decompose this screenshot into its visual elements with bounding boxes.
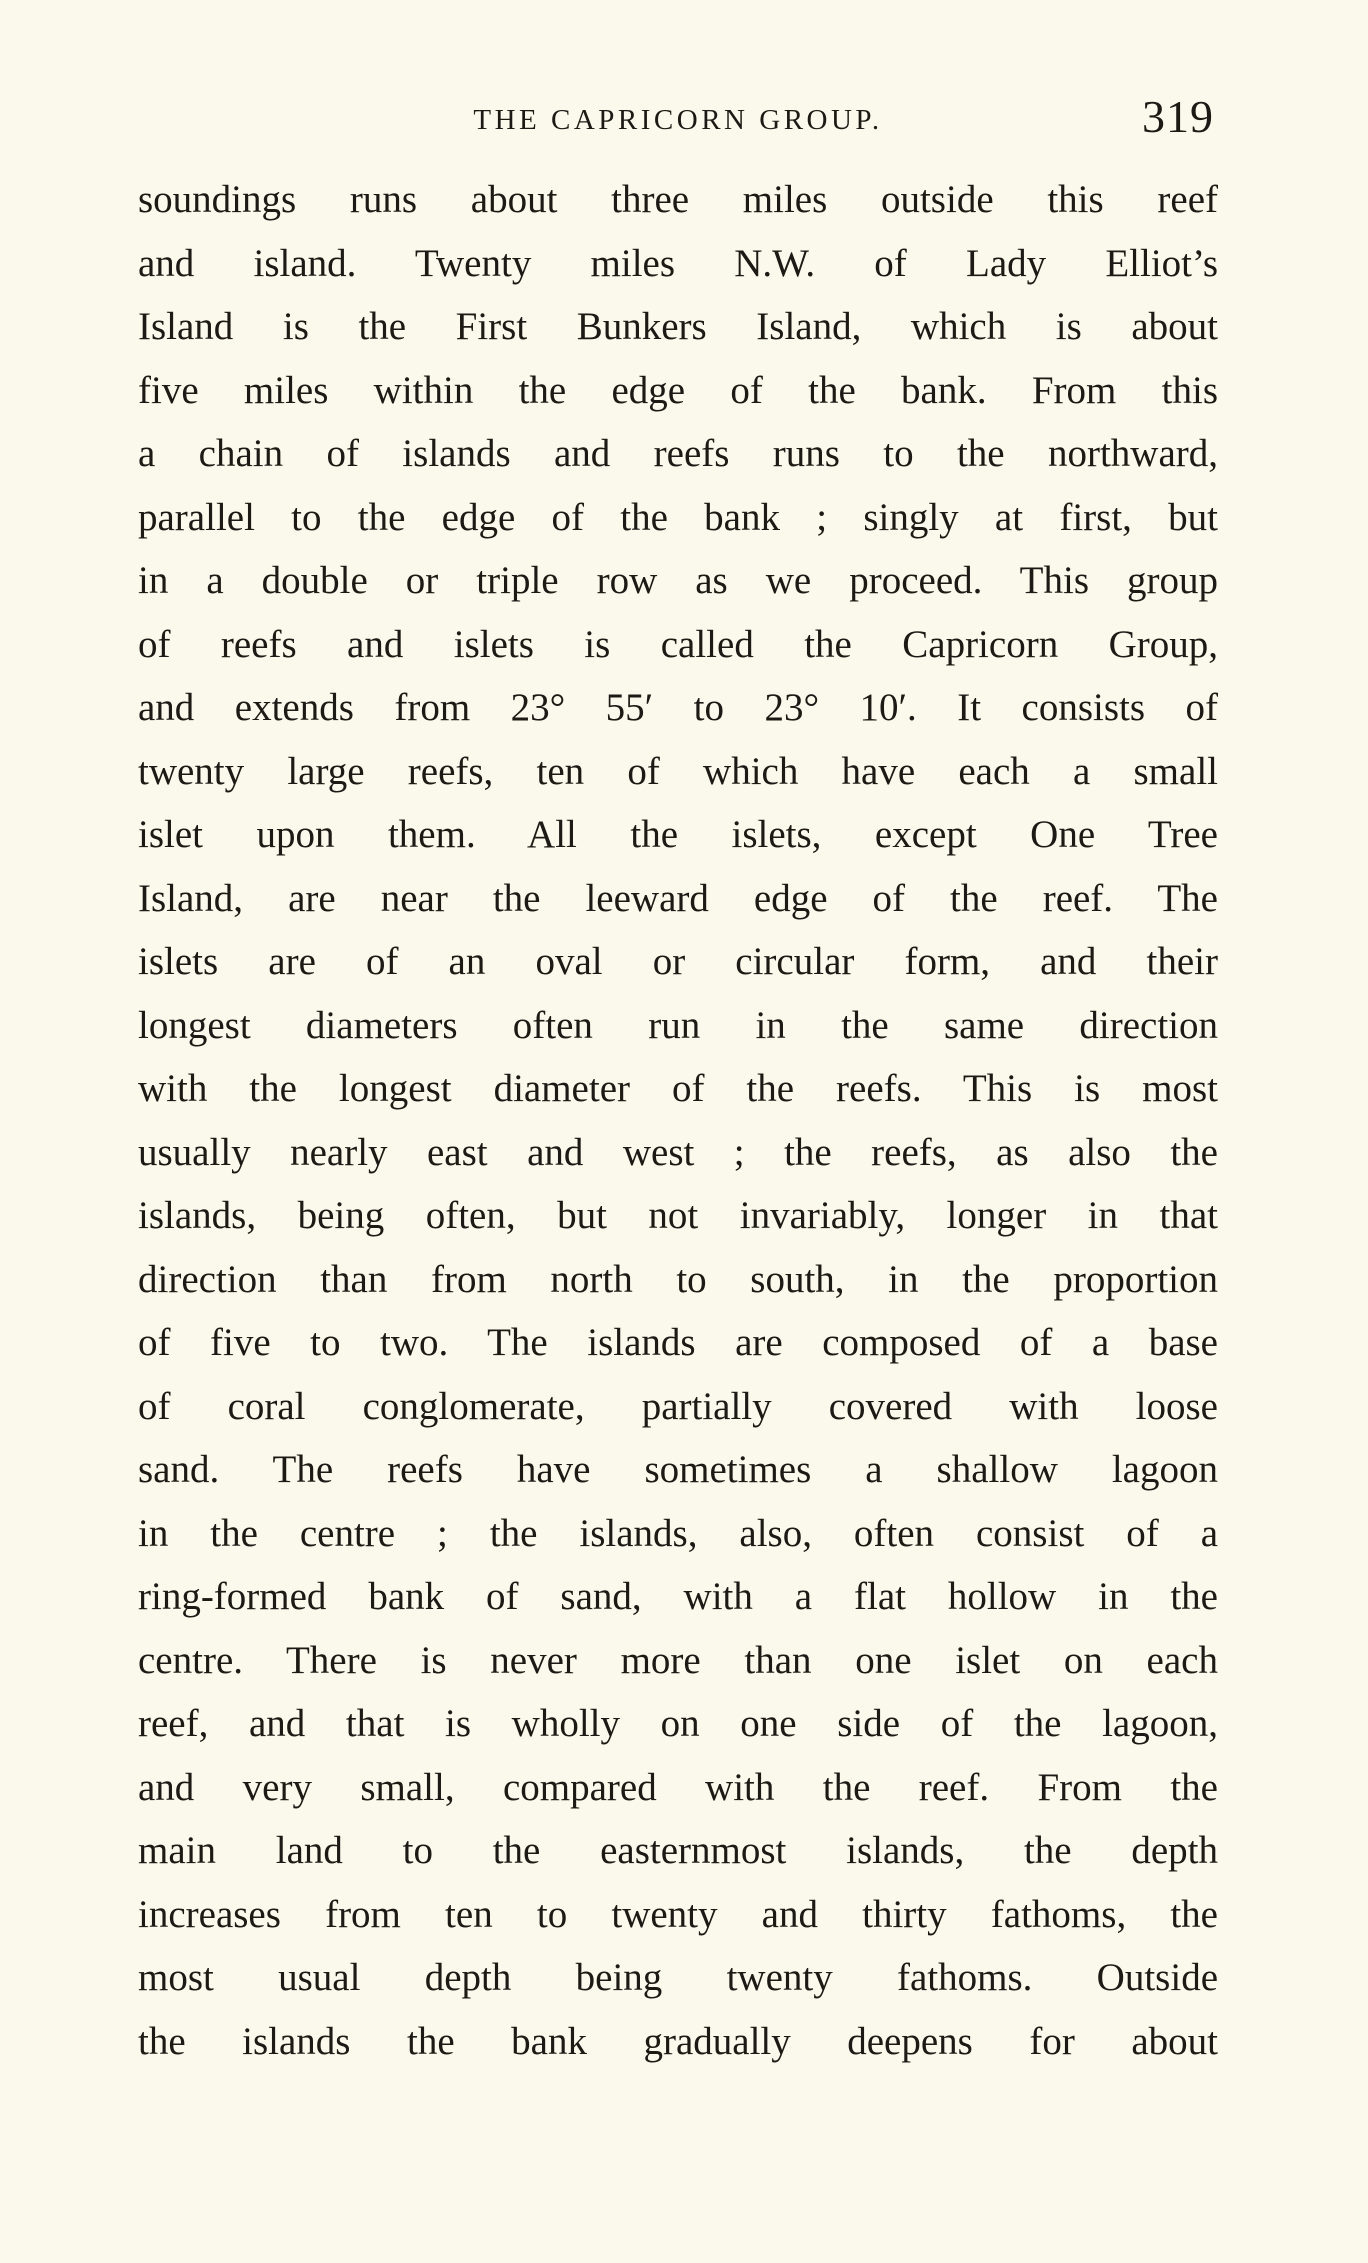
text-line: direction than from north to south, in the proportion xyxy=(138,1257,1218,1301)
text-line: twenty large reefs, ten of which have each a small xyxy=(138,749,1218,793)
text-line: usually nearly east and west ; the reefs, as also the xyxy=(138,1130,1218,1174)
text-line: in the centre ; the islands, also, often consist of a xyxy=(138,1511,1218,1555)
text-line: Island is the First Bunkers Island, which is about xyxy=(138,305,1218,348)
text-line: Island, are near the leeward edge of the reef. The xyxy=(138,876,1218,920)
text-line: islands, being often, but not invariably, longer in that xyxy=(138,1194,1218,1237)
text-line: sand. The reefs have sometimes a shallow lagoon xyxy=(138,1448,1218,1491)
text-line: longest diameters often run in the same direction xyxy=(138,1003,1218,1047)
text-line: soundings runs about three miles outside this reef xyxy=(138,178,1218,221)
text-line: and extends from 23° 55′ to 23° 10′. It consists of xyxy=(138,686,1218,729)
text-line: the islands the bank gradually deepens for about xyxy=(138,2019,1218,2063)
page-number: 319 xyxy=(1142,91,1214,142)
text-line: of five to two. The islands are composed of a base xyxy=(138,1321,1218,1364)
text-line: most usual depth being twenty fathoms. Outside xyxy=(138,1956,1218,1999)
text-line: of coral conglomerate, partially covered with loose xyxy=(138,1384,1218,1428)
text-line: in a double or triple row as we proceed. This group xyxy=(138,559,1218,602)
text-line: islet upon them. All the islets, except One Tree xyxy=(138,813,1218,856)
text-line: ring-formed bank of sand, with a flat hollow in the xyxy=(138,1575,1218,1618)
text-line: parallel to the edge of the bank ; singly at first, but xyxy=(138,495,1218,539)
text-line: increases from ten to twenty and thirty fathoms, the xyxy=(138,1892,1218,1936)
text-line: reef, and that is wholly on one side of the lagoon, xyxy=(138,1702,1218,1745)
text-line: and island. Twenty miles N.W. of Lady Elliot’s xyxy=(138,241,1218,285)
text-line: a chain of islands and reefs runs to the northward, xyxy=(138,432,1218,475)
text-line: of reefs and islets is called the Capricorn Group, xyxy=(138,622,1218,666)
text-line: five miles within the edge of the bank. From this xyxy=(138,368,1218,412)
body-text xyxy=(138,168,1218,2073)
text-line: and very small, compared with the reef. From the xyxy=(138,1765,1218,1809)
running-head xyxy=(138,88,1218,148)
text-line: islets are of an oval or circular form, and their xyxy=(138,940,1218,983)
text-line: main land to the easternmost islands, the depth xyxy=(138,1829,1218,1872)
text-line: centre. There is never more than one islet on each xyxy=(138,1638,1218,1682)
running-head-title: THE CAPRICORN GROUP. xyxy=(473,104,883,136)
text-line: with the longest diameter of the reefs. This is most xyxy=(138,1067,1218,1110)
